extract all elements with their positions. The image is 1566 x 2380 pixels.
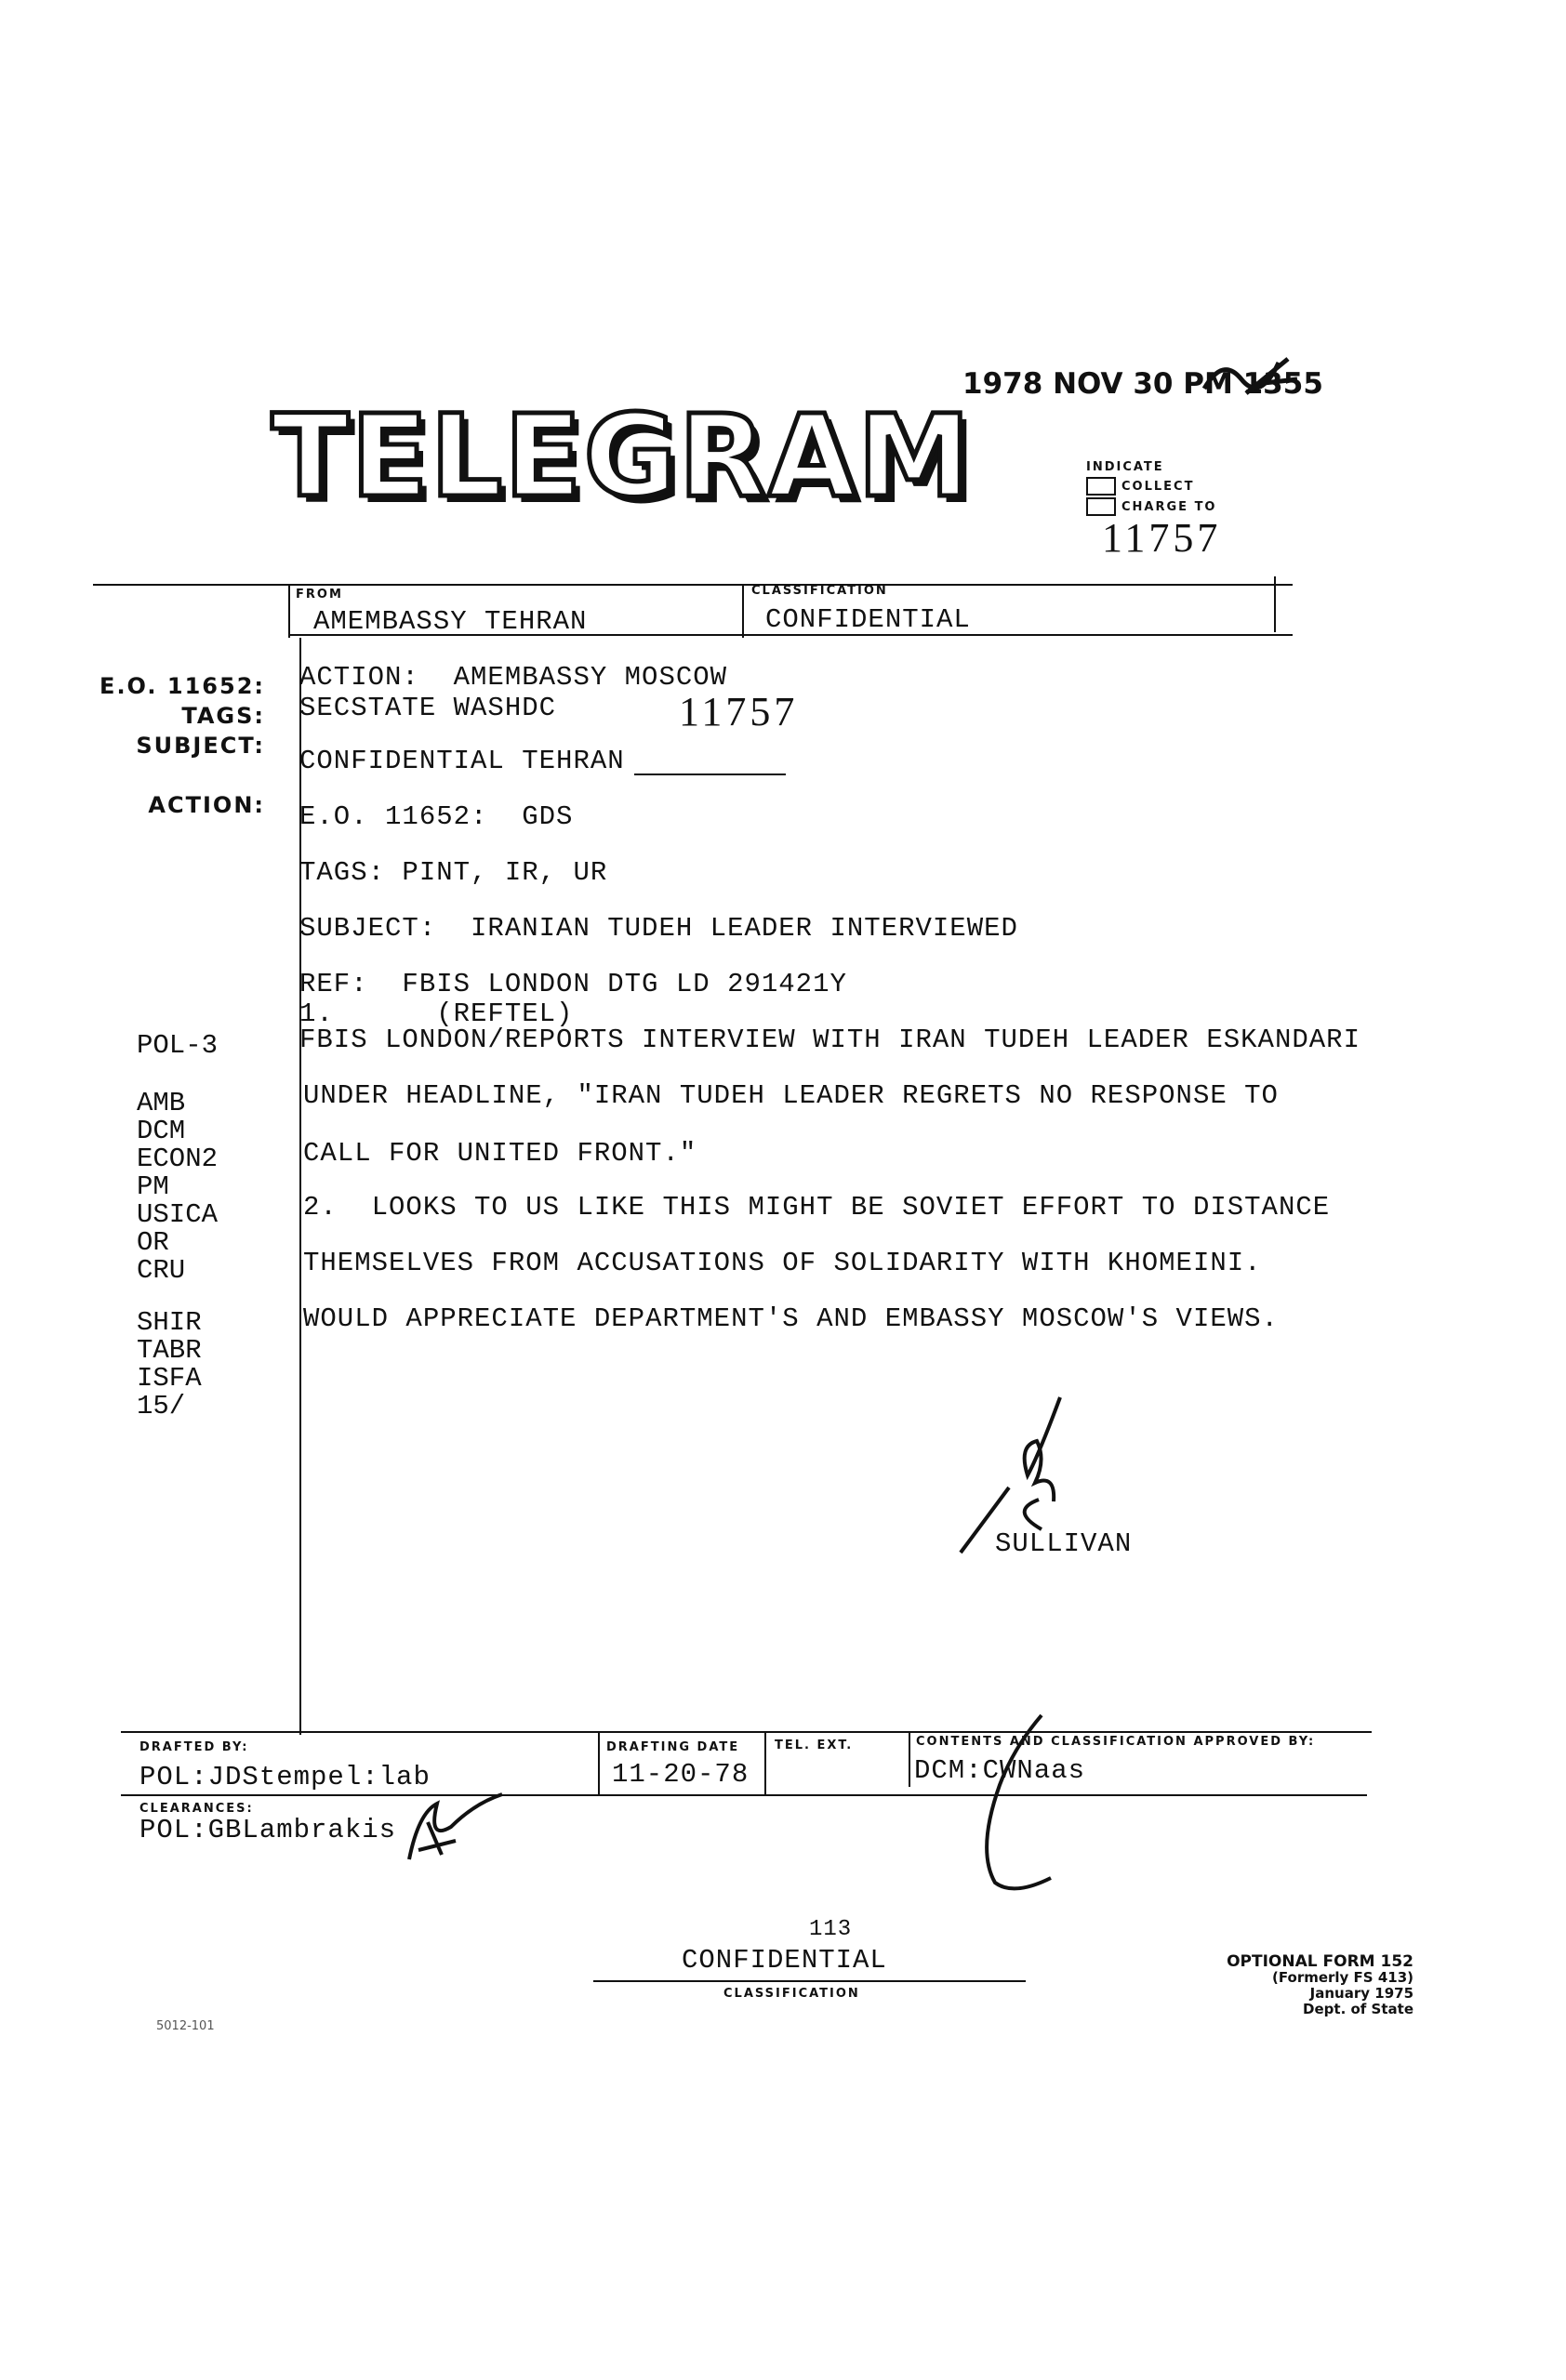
eo-label: E.O. 11652: [100, 673, 265, 699]
collect-option[interactable] [1086, 477, 1194, 496]
charge-option[interactable] [1086, 497, 1217, 516]
secstate-line: SECSTATE WASHDC [299, 693, 557, 723]
telegram-title: TELEGRAM [272, 390, 973, 522]
signature-name: SULLIVAN [995, 1528, 1133, 1559]
ref-line: REF: FBIS LONDON DTG LD 291421Y [299, 969, 847, 999]
from-label: FROM [296, 588, 343, 602]
clearance-initials [400, 1776, 511, 1869]
classification-label: CLASSIFICATION [751, 584, 888, 598]
charge-label: CHARGE TO [1121, 500, 1217, 515]
eo-line: E.O. 11652: GDS [299, 801, 574, 832]
form-line-4: Dept. of State [1303, 2001, 1413, 2017]
distribution-item: AMB [137, 1088, 186, 1118]
tags-label: TAGS: [181, 703, 265, 729]
footer-top-rule [121, 1731, 1372, 1733]
bottom-classification-rule [593, 1980, 1026, 1982]
distribution-group-1 [137, 1090, 218, 1285]
action-line: ACTION: AMEMBASSY MOSCOW [299, 662, 728, 693]
footer-divider-2 [764, 1731, 766, 1794]
para1-line2: UNDER HEADLINE, "IRAN TUDEH LEADER REGRETS NO RESPONSE TO [303, 1080, 1279, 1111]
para2-line3: WOULD APPRECIATE DEPARTMENT'S AND EMBASSY MOSCOW'S VIEWS. [303, 1303, 1279, 1334]
form-line-2: (Formerly FS 413) [1272, 1969, 1413, 1986]
distribution-item: PM [137, 1171, 169, 1202]
footer-divider-1 [598, 1731, 600, 1794]
distribution-item: OR [137, 1227, 169, 1258]
distribution-item: ISFA [137, 1363, 202, 1394]
distribution-item: DCM [137, 1116, 186, 1146]
distribution-pol: POL-3 [137, 1030, 219, 1061]
tags-line: TAGS: PINT, IR, UR [299, 857, 608, 888]
bottom-classification-label: CLASSIFICATION [723, 1987, 860, 2001]
footer-mid-rule [121, 1794, 1367, 1796]
collect-label: COLLECT [1121, 480, 1195, 495]
collect-checkbox[interactable] [1086, 477, 1116, 496]
drafted-by-value: POL:JDStempel:lab [139, 1762, 431, 1792]
header-number: 11757 [1102, 515, 1222, 561]
bottom-classification: CONFIDENTIAL [682, 1945, 887, 1976]
distribution-item: 15/ [137, 1391, 186, 1421]
from-box-mid [742, 584, 744, 638]
indicate-label: INDICATE [1086, 460, 1164, 474]
para1-number: 1. (REFTEL) [299, 998, 574, 1029]
para2-line1: 2. LOOKS TO US LIKE THIS MIGHT BE SOVIET EFFORT TO DISTANCE [303, 1192, 1331, 1223]
confidential-tehran-line: CONFIDENTIAL TEHRAN [299, 746, 625, 776]
stamp-scribble [1200, 351, 1302, 407]
drafting-date-label: DRAFTING DATE [606, 1740, 740, 1754]
bottom-code: 5012-101 [156, 2019, 215, 2033]
top-rule [93, 584, 1293, 586]
drafting-date-value: 11-20-78 [612, 1759, 750, 1790]
approved-by-label: CONTENTS AND CLASSIFICATION APPROVED BY: [916, 1735, 1316, 1749]
form-line-3: January 1975 [1309, 1985, 1413, 2002]
distribution-item: TABR [137, 1335, 202, 1366]
page-number: 113 [809, 1917, 853, 1942]
distribution-item: CRU [137, 1255, 186, 1286]
date-time-stamp: 1978 NOV 30 PM 1355 [962, 367, 1323, 401]
form-line-1: OPTIONAL FORM 152 [1227, 1952, 1413, 1971]
classification-value: CONFIDENTIAL [765, 604, 971, 635]
clearances-label: CLEARANCES: [139, 1802, 254, 1816]
subject-line: SUBJECT: IRANIAN TUDEH LEADER INTERVIEWED [299, 913, 1018, 944]
drafted-by-label: DRAFTED BY: [139, 1740, 249, 1754]
charge-checkbox[interactable] [1086, 497, 1116, 516]
para2-line2: THEMSELVES FROM ACCUSATIONS OF SOLIDARITY WITH KHOMEINI. [303, 1248, 1262, 1278]
from-box-left [288, 584, 290, 638]
from-value: AMEMBASSY TEHRAN [313, 606, 588, 637]
distribution-group-2 [137, 1309, 202, 1421]
distribution-item: USICA [137, 1199, 219, 1230]
action-label: ACTION: [148, 792, 265, 818]
distribution-item: ECON2 [137, 1144, 219, 1174]
subject-label: SUBJECT: [136, 733, 265, 759]
form-info [1190, 1954, 1413, 2017]
footer-divider-3 [909, 1731, 910, 1787]
from-box-right [1274, 576, 1276, 632]
para1-line3: CALL FOR UNITED FRONT." [303, 1138, 697, 1169]
clearances-value: POL:GBLambrakis [139, 1815, 397, 1845]
tel-ext-label: TEL. EXT. [775, 1739, 854, 1752]
para1-line1: FBIS LONDON/REPORTS INTERVIEW WITH IRAN TUDEH LEADER ESKANDARI [299, 1025, 1360, 1055]
distribution-item: SHIR [137, 1307, 202, 1338]
tehran-number-blank [634, 774, 786, 775]
handwritten-number: 11757 [679, 689, 799, 734]
dcm-approval-mark [958, 1711, 1069, 1897]
approved-by-value: DCM:CWNaas [914, 1755, 1086, 1786]
